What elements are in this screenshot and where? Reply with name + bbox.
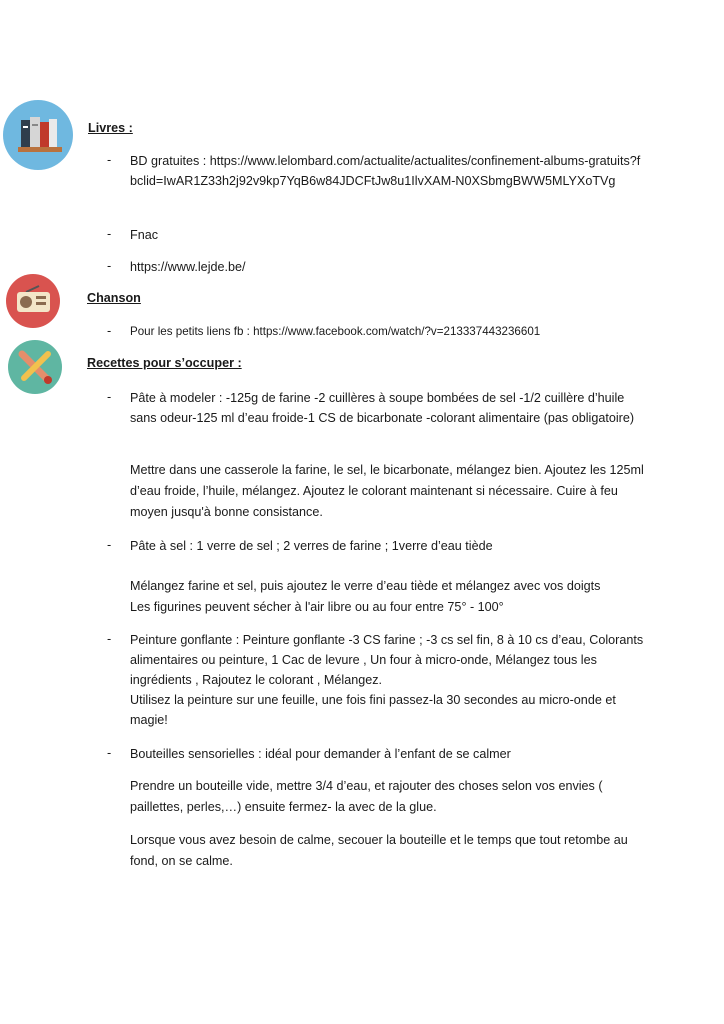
pencil-brush-icon	[8, 340, 62, 394]
peinture-item-continued: Utilisez la peinture sur une feuille, une fois fini passez-la 30 secondes au micro-onde et magie!	[130, 693, 616, 727]
livres-heading: Livres :	[88, 121, 133, 135]
books-icon	[3, 100, 73, 170]
bullet-dash: -	[107, 259, 112, 273]
bullet-dash: -	[107, 227, 112, 241]
pate-sel-instructions-1: Mélangez farine et sel, puis ajoutez le verre d’eau tiède et mélangez avec vos doigts	[130, 579, 601, 593]
pate-modeler-item: Pâte à modeler : -125g de farine -2 cuillères à soupe bombées de sel -1/2 cuillère d’huile sans odeur-125 ml d’eau froide-1 CS de bicarbonate -colorant alimentaire (pas obligatoire)	[130, 391, 635, 425]
livres-item-fnac: Fnac	[130, 228, 158, 242]
peinture-item: Peinture gonflante : Peinture gonflante -3 CS farine ; -3 cs sel fin, 8 à 10 cs d’eau, Colorants alimentaires ou peinture, 1 Cac de levure , Un four à micro-onde, Mélangez tous les ingrédients , Rajoutez le colorant , Mélangez.	[130, 633, 644, 687]
livres-item-bd: BD gratuites : https://www.lelombard.com/actualite/actualites/confinement-albums-gratuits?fbclid=IwAR1Z33h2j92v9kp7YqB6w84JDCFtJw8u1IlvXAM-N0XSbmgBWW5MLYXoTVg	[130, 154, 641, 188]
bullet-dash: -	[107, 538, 112, 552]
pate-sel-item: Pâte à sel : 1 verre de sel ; 2 verres de farine ; 1verre d’eau tiède	[130, 539, 493, 553]
radio-icon	[6, 274, 60, 328]
bouteilles-instructions-1: Prendre un bouteille vide, mettre 3/4 d’eau, et rajouter des choses selon vos envies ( paillettes, perles,…) ensuite fermez- la avec de la glue.	[130, 779, 603, 814]
bullet-dash: -	[107, 153, 112, 167]
livres-item-lejde: https://www.lejde.be/	[130, 260, 246, 274]
bullet-dash: -	[107, 632, 112, 646]
chanson-heading: Chanson	[87, 291, 141, 305]
bullet-dash: -	[107, 746, 112, 760]
bouteilles-instructions-2: Lorsque vous avez besoin de calme, secouer la bouteille et le temps que tout retombe au fond, on se calme.	[130, 833, 628, 868]
pate-modeler-instructions: Mettre dans une casserole la farine, le sel, le bicarbonate, mélangez bien. Ajoutez les 125ml d’eau froide, l’huile, mélangez. Ajoutez le colorant maintenant si nécessaire. Cuire à feu moyen jusqu'à bonne consistance.	[130, 463, 644, 519]
bullet-dash: -	[107, 324, 112, 338]
bullet-dash: -	[107, 390, 112, 404]
recettes-heading: Recettes pour s’occuper :	[87, 356, 242, 370]
pate-sel-instructions-2: Les figurines peuvent sécher à l'air libre ou au four entre 75° - 100°	[130, 600, 504, 614]
bouteilles-item: Bouteilles sensorielles : idéal pour demander à l’enfant de se calmer	[130, 747, 511, 761]
chanson-item-facebook: Pour les petits liens fb : https://www.facebook.com/watch/?v=213337443236601	[130, 325, 541, 338]
